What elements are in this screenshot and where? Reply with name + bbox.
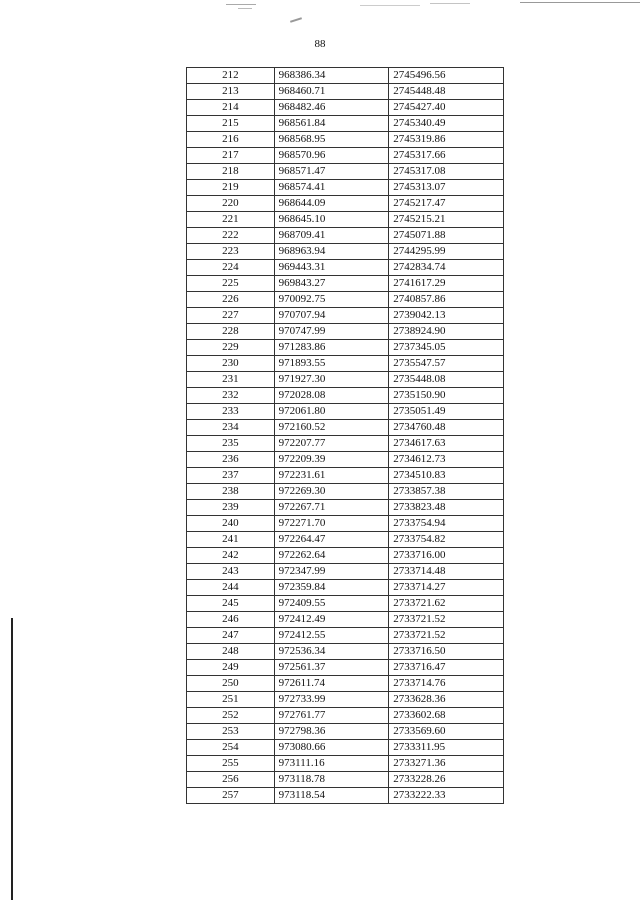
point-id-cell: 231 xyxy=(187,372,275,388)
scan-artifact xyxy=(520,2,640,3)
y-coordinate-cell: 2738924.90 xyxy=(389,324,504,340)
point-id-cell: 234 xyxy=(187,420,275,436)
x-coordinate-cell: 972207.77 xyxy=(274,436,389,452)
y-coordinate-cell: 2733714.48 xyxy=(389,564,504,580)
y-coordinate-cell: 2735547.57 xyxy=(389,356,504,372)
point-id-cell: 222 xyxy=(187,228,275,244)
table-row xyxy=(187,212,504,228)
x-coordinate-cell: 972028.08 xyxy=(274,388,389,404)
point-id-cell: 228 xyxy=(187,324,275,340)
x-coordinate-cell: 972412.49 xyxy=(274,612,389,628)
y-coordinate-cell: 2733311.95 xyxy=(389,740,504,756)
table-row xyxy=(187,324,504,340)
y-coordinate-cell: 2734612.73 xyxy=(389,452,504,468)
y-coordinate-cell: 2733716.00 xyxy=(389,548,504,564)
x-coordinate-cell: 972264.47 xyxy=(274,532,389,548)
y-coordinate-cell: 2733602.68 xyxy=(389,708,504,724)
x-coordinate-cell: 970707.94 xyxy=(274,308,389,324)
x-coordinate-cell: 972359.84 xyxy=(274,580,389,596)
y-coordinate-cell: 2733721.52 xyxy=(389,612,504,628)
x-coordinate-cell: 972561.37 xyxy=(274,660,389,676)
y-coordinate-cell: 2734510.83 xyxy=(389,468,504,484)
table-row xyxy=(187,452,504,468)
y-coordinate-cell: 2733754.94 xyxy=(389,516,504,532)
y-coordinate-cell: 2734617.63 xyxy=(389,436,504,452)
y-coordinate-cell: 2733754.82 xyxy=(389,532,504,548)
point-id-cell: 214 xyxy=(187,100,275,116)
x-coordinate-cell: 968645.10 xyxy=(274,212,389,228)
y-coordinate-cell: 2745319.86 xyxy=(389,132,504,148)
x-coordinate-cell: 972160.52 xyxy=(274,420,389,436)
point-id-cell: 247 xyxy=(187,628,275,644)
scan-artifact xyxy=(360,5,420,6)
x-coordinate-cell: 972209.39 xyxy=(274,452,389,468)
y-coordinate-cell: 2745340.49 xyxy=(389,116,504,132)
x-coordinate-cell: 973111.16 xyxy=(274,756,389,772)
point-id-cell: 212 xyxy=(187,68,275,84)
x-coordinate-cell: 969443.31 xyxy=(274,260,389,276)
y-coordinate-cell: 2733628.36 xyxy=(389,692,504,708)
point-id-cell: 249 xyxy=(187,660,275,676)
table-row xyxy=(187,532,504,548)
point-id-cell: 232 xyxy=(187,388,275,404)
table-row xyxy=(187,612,504,628)
table-row xyxy=(187,228,504,244)
table-row xyxy=(187,500,504,516)
point-id-cell: 253 xyxy=(187,724,275,740)
y-coordinate-cell: 2733569.60 xyxy=(389,724,504,740)
x-coordinate-cell: 968574.41 xyxy=(274,180,389,196)
point-id-cell: 213 xyxy=(187,84,275,100)
point-id-cell: 243 xyxy=(187,564,275,580)
x-coordinate-cell: 968568.95 xyxy=(274,132,389,148)
table-row xyxy=(187,164,504,180)
table-row xyxy=(187,484,504,500)
x-coordinate-cell: 973118.78 xyxy=(274,772,389,788)
table-row xyxy=(187,676,504,692)
point-id-cell: 240 xyxy=(187,516,275,532)
y-coordinate-cell: 2744295.99 xyxy=(389,244,504,260)
table-row xyxy=(187,68,504,84)
x-coordinate-cell: 972269.30 xyxy=(274,484,389,500)
x-coordinate-cell: 968460.71 xyxy=(274,84,389,100)
x-coordinate-cell: 968386.34 xyxy=(274,68,389,84)
x-coordinate-cell: 968571.47 xyxy=(274,164,389,180)
x-coordinate-cell: 968561.84 xyxy=(274,116,389,132)
y-coordinate-cell: 2733857.38 xyxy=(389,484,504,500)
y-coordinate-cell: 2734760.48 xyxy=(389,420,504,436)
point-id-cell: 225 xyxy=(187,276,275,292)
x-coordinate-cell: 971893.55 xyxy=(274,356,389,372)
table-row xyxy=(187,196,504,212)
x-coordinate-cell: 972267.71 xyxy=(274,500,389,516)
table-row xyxy=(187,148,504,164)
y-coordinate-cell: 2733222.33 xyxy=(389,788,504,804)
x-coordinate-cell: 970092.75 xyxy=(274,292,389,308)
table-row xyxy=(187,660,504,676)
point-id-cell: 244 xyxy=(187,580,275,596)
table-row xyxy=(187,116,504,132)
coordinates-table-body xyxy=(187,68,504,804)
table-row xyxy=(187,756,504,772)
x-coordinate-cell: 972412.55 xyxy=(274,628,389,644)
x-coordinate-cell: 969843.27 xyxy=(274,276,389,292)
y-coordinate-cell: 2733714.27 xyxy=(389,580,504,596)
point-id-cell: 255 xyxy=(187,756,275,772)
x-coordinate-cell: 968963.94 xyxy=(274,244,389,260)
table-row xyxy=(187,580,504,596)
point-id-cell: 223 xyxy=(187,244,275,260)
y-coordinate-cell: 2745496.56 xyxy=(389,68,504,84)
table-row xyxy=(187,564,504,580)
point-id-cell: 251 xyxy=(187,692,275,708)
point-id-cell: 252 xyxy=(187,708,275,724)
y-coordinate-cell: 2745427.40 xyxy=(389,100,504,116)
y-coordinate-cell: 2741617.29 xyxy=(389,276,504,292)
point-id-cell: 216 xyxy=(187,132,275,148)
table-row xyxy=(187,132,504,148)
y-coordinate-cell: 2733271.36 xyxy=(389,756,504,772)
point-id-cell: 226 xyxy=(187,292,275,308)
point-id-cell: 239 xyxy=(187,500,275,516)
point-id-cell: 250 xyxy=(187,676,275,692)
y-coordinate-cell: 2742834.74 xyxy=(389,260,504,276)
y-coordinate-cell: 2733714.76 xyxy=(389,676,504,692)
point-id-cell: 245 xyxy=(187,596,275,612)
y-coordinate-cell: 2745448.48 xyxy=(389,84,504,100)
point-id-cell: 241 xyxy=(187,532,275,548)
y-coordinate-cell: 2733721.62 xyxy=(389,596,504,612)
page-number: 88 xyxy=(314,38,326,50)
x-coordinate-cell: 971283.86 xyxy=(274,340,389,356)
table-row xyxy=(187,788,504,804)
x-coordinate-cell: 972271.70 xyxy=(274,516,389,532)
point-id-cell: 257 xyxy=(187,788,275,804)
y-coordinate-cell: 2733716.47 xyxy=(389,660,504,676)
point-id-cell: 233 xyxy=(187,404,275,420)
x-coordinate-cell: 973080.66 xyxy=(274,740,389,756)
point-id-cell: 235 xyxy=(187,436,275,452)
coordinates-table xyxy=(186,67,504,804)
table-row xyxy=(187,244,504,260)
point-id-cell: 221 xyxy=(187,212,275,228)
y-coordinate-cell: 2733228.26 xyxy=(389,772,504,788)
point-id-cell: 242 xyxy=(187,548,275,564)
table-row xyxy=(187,724,504,740)
x-coordinate-cell: 973118.54 xyxy=(274,788,389,804)
y-coordinate-cell: 2745317.08 xyxy=(389,164,504,180)
point-id-cell: 254 xyxy=(187,740,275,756)
y-coordinate-cell: 2737345.05 xyxy=(389,340,504,356)
point-id-cell: 227 xyxy=(187,308,275,324)
y-coordinate-cell: 2733823.48 xyxy=(389,500,504,516)
point-id-cell: 238 xyxy=(187,484,275,500)
point-id-cell: 248 xyxy=(187,644,275,660)
y-coordinate-cell: 2735448.08 xyxy=(389,372,504,388)
table-row xyxy=(187,708,504,724)
scan-artifact xyxy=(238,8,252,9)
point-id-cell: 219 xyxy=(187,180,275,196)
point-id-cell: 237 xyxy=(187,468,275,484)
y-coordinate-cell: 2745313.07 xyxy=(389,180,504,196)
table-row xyxy=(187,548,504,564)
point-id-cell: 246 xyxy=(187,612,275,628)
y-coordinate-cell: 2733716.50 xyxy=(389,644,504,660)
y-coordinate-cell: 2745317.66 xyxy=(389,148,504,164)
scan-edge-bar xyxy=(11,618,13,900)
y-coordinate-cell: 2740857.86 xyxy=(389,292,504,308)
y-coordinate-cell: 2745217.47 xyxy=(389,196,504,212)
x-coordinate-cell: 972761.77 xyxy=(274,708,389,724)
table-row xyxy=(187,388,504,404)
table-row xyxy=(187,276,504,292)
table-row xyxy=(187,356,504,372)
x-coordinate-cell: 972733.99 xyxy=(274,692,389,708)
table-row xyxy=(187,292,504,308)
point-id-cell: 230 xyxy=(187,356,275,372)
table-row xyxy=(187,404,504,420)
table-row xyxy=(187,260,504,276)
point-id-cell: 220 xyxy=(187,196,275,212)
x-coordinate-cell: 968482.46 xyxy=(274,100,389,116)
table-row xyxy=(187,516,504,532)
table-row xyxy=(187,644,504,660)
x-coordinate-cell: 968570.96 xyxy=(274,148,389,164)
point-id-cell: 236 xyxy=(187,452,275,468)
table-row xyxy=(187,436,504,452)
table-row xyxy=(187,100,504,116)
table-row xyxy=(187,420,504,436)
x-coordinate-cell: 968709.41 xyxy=(274,228,389,244)
point-id-cell: 256 xyxy=(187,772,275,788)
y-coordinate-cell: 2735051.49 xyxy=(389,404,504,420)
scan-artifact xyxy=(290,17,302,23)
point-id-cell: 217 xyxy=(187,148,275,164)
table-row xyxy=(187,340,504,356)
y-coordinate-cell: 2733721.52 xyxy=(389,628,504,644)
table-row xyxy=(187,84,504,100)
x-coordinate-cell: 972262.64 xyxy=(274,548,389,564)
x-coordinate-cell: 972231.61 xyxy=(274,468,389,484)
table-row xyxy=(187,372,504,388)
point-id-cell: 215 xyxy=(187,116,275,132)
x-coordinate-cell: 968644.09 xyxy=(274,196,389,212)
scan-artifact xyxy=(226,4,256,5)
table-row xyxy=(187,692,504,708)
x-coordinate-cell: 972347.99 xyxy=(274,564,389,580)
table-row xyxy=(187,772,504,788)
scan-artifact xyxy=(430,3,470,4)
x-coordinate-cell: 971927.30 xyxy=(274,372,389,388)
table-row xyxy=(187,468,504,484)
table-row xyxy=(187,628,504,644)
y-coordinate-cell: 2739042.13 xyxy=(389,308,504,324)
x-coordinate-cell: 972611.74 xyxy=(274,676,389,692)
point-id-cell: 224 xyxy=(187,260,275,276)
x-coordinate-cell: 972798.36 xyxy=(274,724,389,740)
table-row xyxy=(187,180,504,196)
y-coordinate-cell: 2745215.21 xyxy=(389,212,504,228)
y-coordinate-cell: 2745071.88 xyxy=(389,228,504,244)
x-coordinate-cell: 972061.80 xyxy=(274,404,389,420)
x-coordinate-cell: 972536.34 xyxy=(274,644,389,660)
x-coordinate-cell: 972409.55 xyxy=(274,596,389,612)
table-row xyxy=(187,596,504,612)
point-id-cell: 218 xyxy=(187,164,275,180)
point-id-cell: 229 xyxy=(187,340,275,356)
x-coordinate-cell: 970747.99 xyxy=(274,324,389,340)
table-row xyxy=(187,308,504,324)
table-row xyxy=(187,740,504,756)
y-coordinate-cell: 2735150.90 xyxy=(389,388,504,404)
